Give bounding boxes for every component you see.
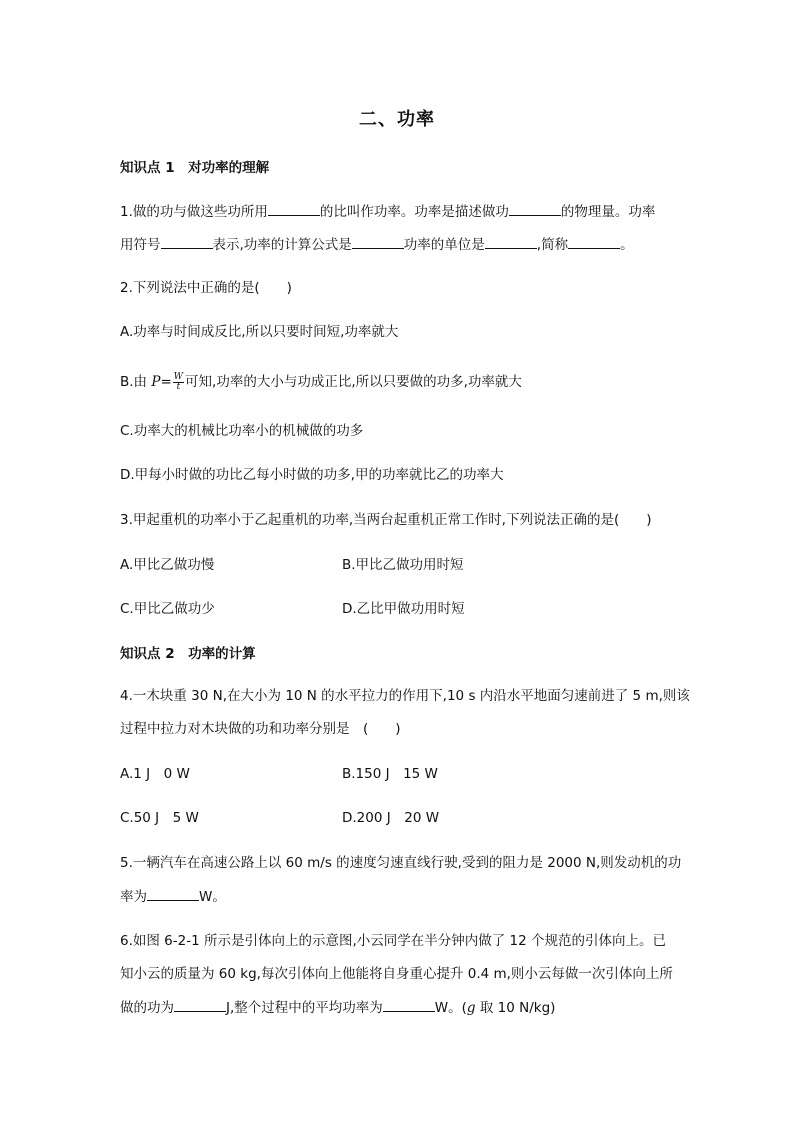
question-6-line-1: 6.如图 6-2-1 所示是引体向上的示意图,小云同学在半分钟内做了 12 个规范的引体向上。已 [120, 933, 667, 949]
question-3-stem: 3.甲起重机的功率小于乙起重机的功率,当两台起重机正常工作时,下列说法正确的是( ) [120, 512, 652, 528]
gravity-symbol: g [466, 1000, 476, 1016]
formula-p: P [151, 374, 161, 390]
q6-text: 做的功为 [120, 1000, 174, 1016]
question-5-line-1: 5.一辆汽车在高速公路上以 60 m/s 的速度匀速直线行驶,受到的阻力是 2000 N,则发动机的功 [120, 855, 682, 871]
answer-blank[interactable] [147, 886, 199, 901]
question-1-line-1 [120, 201, 655, 222]
question-3-option-d: D.乙比甲做功用时短 [342, 601, 465, 617]
question-4-option-d: D.200 J 20 W [342, 810, 440, 826]
question-2-option-c: C.功率大的机械比功率小的机械做的功多 [120, 423, 364, 439]
answer-blank[interactable] [568, 234, 620, 249]
q1-text: 的物理量。功率 [560, 204, 656, 220]
question-2-option-b [120, 372, 522, 392]
question-6-line-3 [120, 997, 555, 1018]
answer-blank[interactable] [161, 234, 213, 249]
q1-text: 的比叫作功率。功率是描述做功 [319, 204, 509, 220]
question-4-option-a: A.1 J 0 W [120, 766, 190, 782]
answer-blank[interactable] [268, 201, 320, 216]
question-4-options-row-1 [120, 764, 438, 784]
question-4-line-1: 4.一木块重 30 N,在大小为 10 N 的水平拉力的作用下,10 s 内沿水平地面匀速前进了 5 m,则该 [120, 688, 690, 704]
page-title: 二、功率 [359, 109, 435, 130]
option-b-text: 可知,功率的大小与功成正比,所以只要做的功多,功率就大 [185, 374, 522, 390]
answer-blank[interactable] [174, 997, 226, 1012]
question-1-line-2 [120, 234, 634, 255]
formula-equals: = [160, 374, 172, 390]
question-3-options-row-2 [120, 599, 465, 619]
q5-text: W。 [199, 889, 226, 905]
fraction-denominator: t [176, 381, 181, 392]
question-3-option-c: C.甲比乙做功少 [120, 601, 215, 617]
question-4-line-2: 过程中拉力对木块做的功和功率分别是 ( ) [120, 721, 401, 737]
q1-text: 表示,功率的计算公式是 [212, 237, 352, 253]
question-2-option-a: A.功率与时间成反比,所以只要时间短,功率就大 [120, 324, 399, 340]
q1-text: 用符号 [120, 237, 161, 253]
q6-text: W。( [434, 1000, 467, 1016]
question-3-option-a: A.甲比乙做功慢 [120, 557, 215, 573]
question-5-line-2 [120, 886, 226, 907]
question-6-line-2: 知小云的质量为 60 kg,每次引体向上他能将自身重心提升 0.4 m,则小云每做一次引体向上所 [120, 966, 673, 982]
question-4-option-c: C.50 J 5 W [120, 810, 199, 826]
answer-blank[interactable] [485, 234, 537, 249]
q1-text: 功率的单位是 [403, 237, 485, 253]
q1-text: ,简称 [536, 237, 569, 253]
q6-text: 取 10 N/kg) [475, 1000, 556, 1016]
question-3-option-b: B.甲比乙做功用时短 [342, 557, 464, 573]
option-b-prefix: B.由 [120, 374, 148, 390]
answer-blank[interactable] [509, 201, 561, 216]
question-2-option-d: D.甲每小时做的功比乙每小时做的功多,甲的功率就比乙的功率大 [120, 467, 504, 483]
section-heading-1: 知识点 1 对功率的理解 [120, 160, 270, 176]
fraction-numerator: W [173, 371, 184, 382]
answer-blank[interactable] [352, 234, 404, 249]
formula-fraction [173, 373, 184, 392]
question-3-options-row-1 [120, 555, 464, 575]
answer-blank[interactable] [383, 997, 435, 1012]
question-4-option-b: B.150 J 15 W [342, 766, 438, 782]
q1-text: 。 [620, 237, 634, 253]
q5-text: 率为 [120, 889, 147, 905]
question-2-stem: 2.下列说法中正确的是( ) [120, 280, 292, 296]
q1-text: 1.做的功与做这些功所用 [120, 204, 268, 220]
q6-text: J,整个过程中的平均功率为 [226, 1000, 383, 1016]
question-4-options-row-2 [120, 808, 440, 828]
section-heading-2: 知识点 2 功率的计算 [120, 646, 256, 662]
